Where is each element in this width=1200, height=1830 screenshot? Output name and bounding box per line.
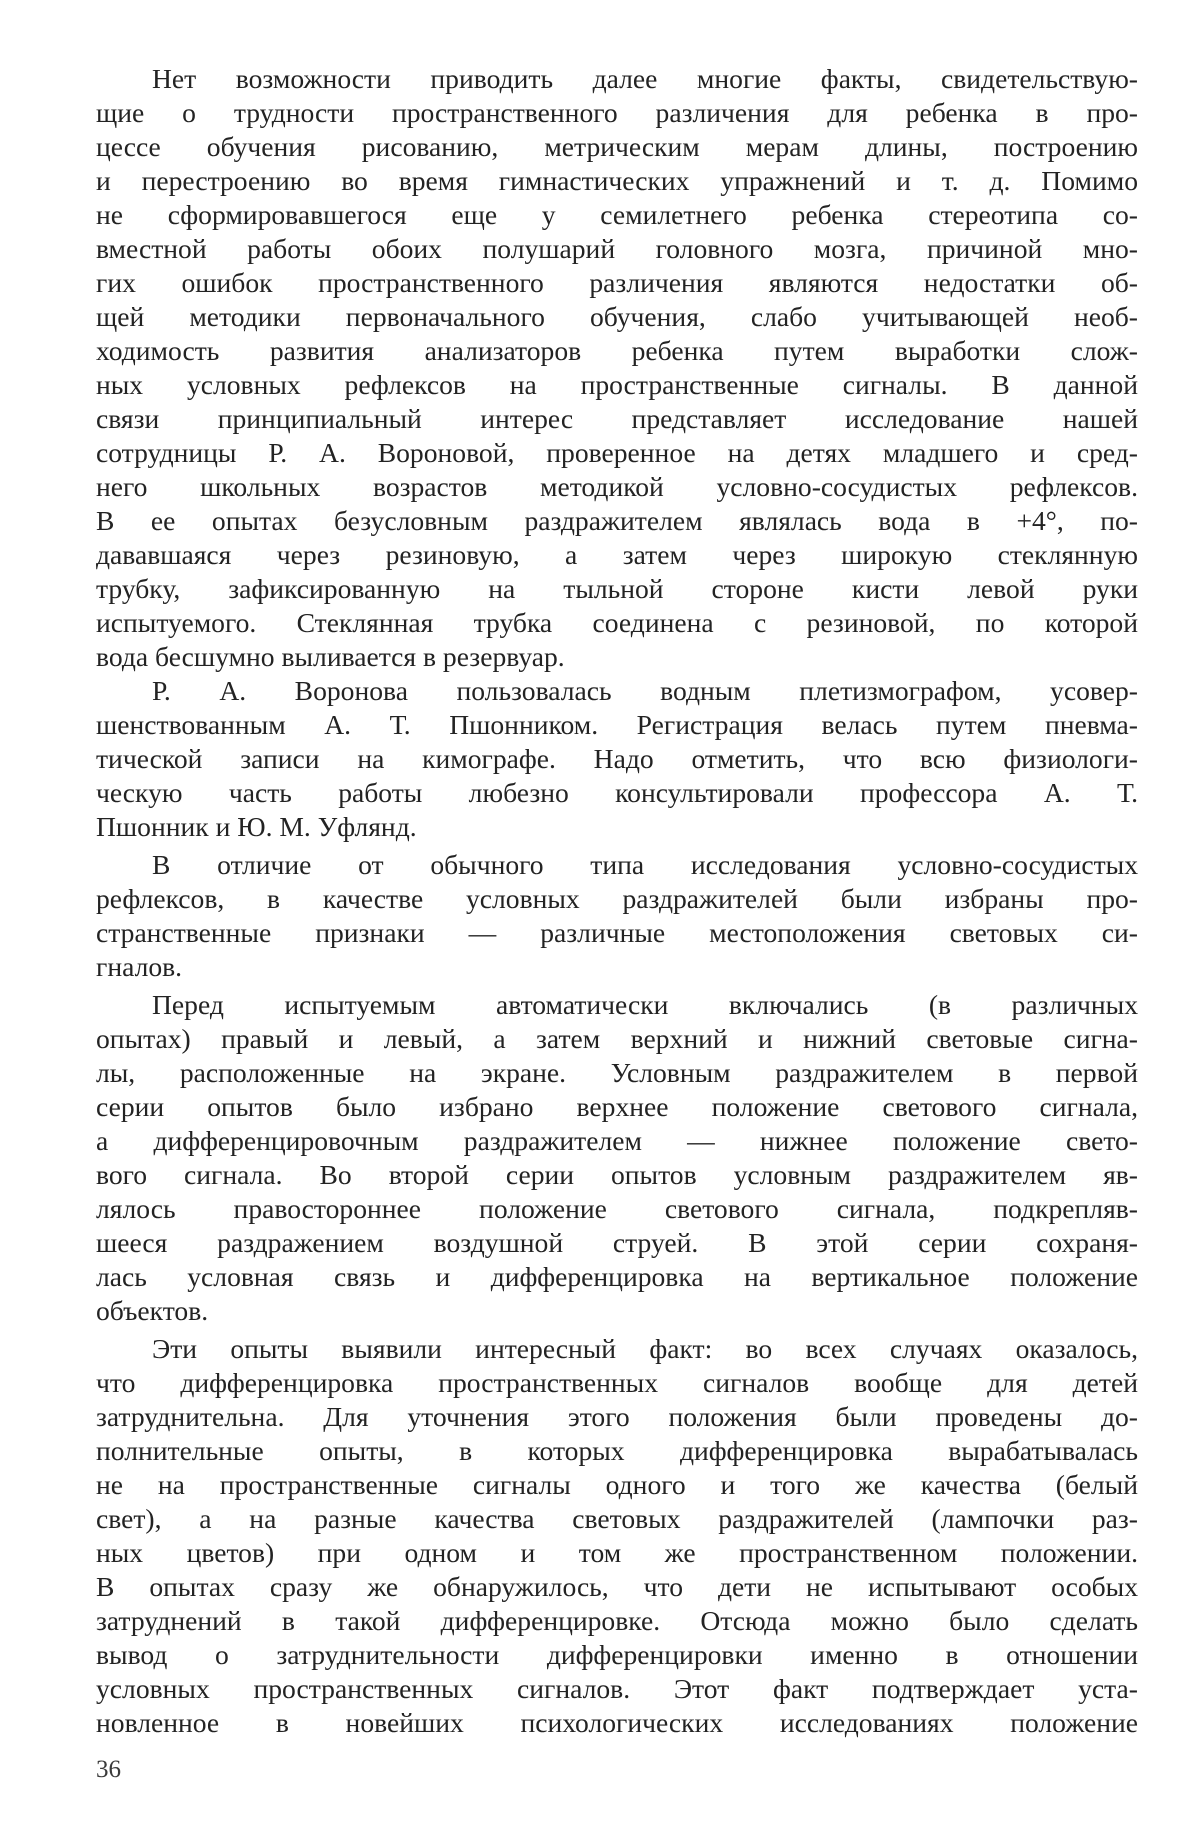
text-line: ческую часть работы любезно консультировали профессора А. Т. xyxy=(96,777,1138,808)
text-line: вода бесшумно выливается в резервуар. xyxy=(96,641,565,672)
text-line: В опытах сразу же обнаружилось, что дети не испытывают особых xyxy=(96,1571,1138,1602)
text-line: а дифференцировочным раздражителем — нижнее положение свето- xyxy=(96,1125,1138,1156)
text-line: гналов. xyxy=(96,951,183,982)
text-line: Пшонник и Ю. М. Уфлянд. xyxy=(96,811,417,842)
text-line: вместной работы обоих полушарий головного мозга, причиной мно- xyxy=(96,233,1138,264)
text-line: В ее опытах безусловным раздражителем являлась вода в +4°, по- xyxy=(96,505,1138,536)
text-line: затруднительна. Для уточнения этого положения были проведены до- xyxy=(96,1401,1138,1432)
text-line: и перестроению во время гимнастических упражнений и т. д. Помимо xyxy=(96,165,1138,196)
text-line: рефлексов, в качестве условных раздражителей были избраны про- xyxy=(96,883,1138,914)
text-line: вывод о затруднительности дифференцировки именно в отношении xyxy=(96,1639,1138,1670)
text-line: опытах) правый и левый, а затем верхний и нижний световые сигна- xyxy=(96,1023,1138,1054)
text-line: дававшаяся через резиновую, а затем через широкую стеклянную xyxy=(96,539,1138,570)
text-line: Эти опыты выявили интересный факт: во всех случаях оказалось, xyxy=(152,1333,1138,1364)
text-line: ходимость развития анализаторов ребенка путем выработки слож- xyxy=(96,335,1138,366)
text-line: затруднений в такой дифференцировке. Отсюда можно было сделать xyxy=(96,1605,1138,1636)
text-line: цессе обучения рисованию, метрическим мерам длины, построению xyxy=(96,131,1138,162)
text-line: В отличие от обычного типа исследования условно-сосудистых xyxy=(152,849,1138,880)
text-line: тической записи на кимографе. Надо отметить, что всю физиологи- xyxy=(96,743,1138,774)
text-line: новленное в новейших психологических исследованиях положение xyxy=(96,1707,1138,1738)
text-line: щей методики первоначального обучения, слабо учитывающей необ- xyxy=(96,301,1138,332)
text-line: не на пространственные сигналы одного и того же качества (белый xyxy=(96,1469,1138,1500)
text-line: лы, расположенные на экране. Условным раздражителем в первой xyxy=(96,1057,1138,1088)
text-line: связи принципиальный интерес представляет исследование нашей xyxy=(96,403,1138,434)
text-line: полнительные опыты, в которых дифференцировка вырабатывалась xyxy=(96,1435,1138,1466)
text-line: ных условных рефлексов на пространственные сигналы. В данной xyxy=(96,369,1138,400)
text-line: сотрудницы Р. А. Вороновой, проверенное на детях младшего и сред- xyxy=(96,437,1138,468)
text-line: лась условная связь и дифференцировка на вертикальное положение xyxy=(96,1261,1138,1292)
text-line: гих ошибок пространственного различения являются недостатки об- xyxy=(96,267,1138,298)
text-line: шенствованным А. Т. Пшонником. Регистрация велась путем пневма- xyxy=(96,709,1138,740)
text-line: свет), а на разные качества световых раздражителей (лампочки раз- xyxy=(96,1503,1138,1534)
text-line: серии опытов было избрано верхнее положение светового сигнала, xyxy=(96,1091,1138,1122)
text-line: шееся раздражением воздушной струей. В этой серии сохраня- xyxy=(96,1227,1138,1258)
text-line: ных цветов) при одном и том же пространственном положении. xyxy=(96,1537,1138,1568)
text-line: условных пространственных сигналов. Этот факт подтверждает уста- xyxy=(96,1673,1138,1704)
text-line: лялось правостороннее положение светового сигнала, подкрепляв- xyxy=(96,1193,1138,1224)
text-line: щие о трудности пространственного различения для ребенка в про- xyxy=(96,97,1138,128)
text-line: него школьных возрастов методикой условно-сосудистых рефлексов. xyxy=(96,471,1138,502)
text-line: Р. А. Воронова пользовалась водным плетизмографом, усовер- xyxy=(152,675,1138,706)
page-number: 36 xyxy=(96,1756,121,1783)
text-line: трубку, зафиксированную на тыльной стороне кисти левой руки xyxy=(96,573,1138,604)
text-line: что дифференцировка пространственных сигналов вообще для детей xyxy=(96,1367,1138,1398)
text-line: объектов. xyxy=(96,1295,209,1326)
text-line: Нет возможности приводить далее многие факты, свидетельствую- xyxy=(152,63,1138,94)
text-line: странственные признаки — различные местоположения световых си- xyxy=(96,917,1138,948)
text-line: не сформировавшегося еще у семилетнего ребенка стереотипа со- xyxy=(96,199,1138,230)
text-line: вого сигнала. Во второй серии опытов условным раздражителем яв- xyxy=(96,1159,1138,1190)
text-line: испытуемого. Стеклянная трубка соединена с резиновой, по которой xyxy=(96,607,1138,638)
text-line: Перед испытуемым автоматически включались (в различных xyxy=(152,989,1138,1020)
